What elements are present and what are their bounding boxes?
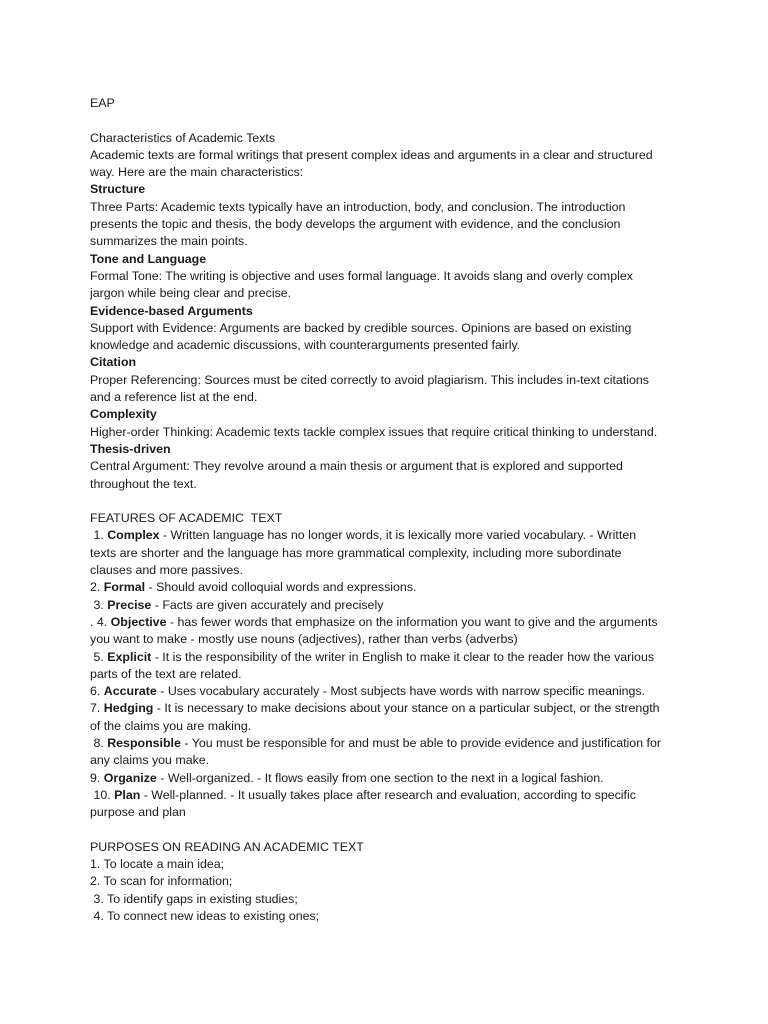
intro-line: way. Here are the main characteristics: [90,165,304,180]
feature-term: Organize [103,770,157,785]
feature-number: . 4. [90,614,111,629]
purposes-section [90,839,690,925]
feature-term: Plan [114,787,141,802]
paragraph-line: Higher-order Thinking: Academic texts tackle complex issues that require critical thinking to understand. [90,424,658,439]
feature-number: 10. [90,787,115,802]
feature-description: - You must be responsible for and must be able to provide evidence and justification for [180,735,661,750]
feature-description: - Well-planned. - It usually takes place after research and evaluation, according to specific [140,787,636,802]
subheading: Citation [90,355,137,370]
feature-description: - has fewer words that emphasize on the information you want to give and the arguments [166,614,658,629]
paragraph-line: Central Argument: They revolve around a main thesis or argument that is explored and supported [90,459,623,474]
feature-item [90,614,690,631]
paragraph-line: summarizes the main points. [90,234,248,249]
features-section [90,510,690,821]
section-title: Characteristics of Academic Texts [90,130,276,145]
feature-item [90,700,690,717]
subheading: Thesis-driven [90,441,171,456]
feature-item [90,683,690,700]
paragraph-line: Proper Referencing: Sources must be cited correctly to avoid plagiarism. This includes in-text citations [90,372,649,387]
purpose-item: 1. To locate a main idea; [90,857,225,872]
paragraph-line: throughout the text. [90,476,197,491]
section-title: PURPOSES ON READING AN ACADEMIC TEXT [90,839,364,854]
feature-description: - It is necessary to make decisions about your stance on a particular subject, or the strength [153,701,660,716]
feature-term: Precise [107,597,152,612]
characteristics-section [90,130,690,493]
feature-item [90,579,690,596]
feature-description-line: any claims you make. [90,753,210,768]
feature-description-line: purpose and plan [90,805,186,820]
feature-description: - Facts are given accurately and precisely [151,597,384,612]
purpose-item: 2. To scan for information; [90,874,233,889]
feature-description-line: of the claims you are making. [90,718,252,733]
feature-number: 8. [90,735,108,750]
feature-item [90,735,690,752]
feature-description: - Uses vocabulary accurately - Most subjects have words with narrow specific meanings. [156,684,646,699]
feature-description: - Should avoid colloquial words and expressions. [145,580,417,595]
feature-term: Accurate [103,684,157,699]
paragraph-line: and a reference list at the end. [90,390,258,405]
feature-item [90,649,690,666]
feature-description: - Well-organized. - It flows easily from one section to the next in a logical fashion. [156,770,604,785]
paragraph-line: knowledge and academic discussions, with counterarguments presented fairly. [90,338,521,353]
feature-item [90,787,690,804]
feature-term: Complex [107,528,160,543]
paragraph-line: Three Parts: Academic texts typically have an introduction, body, and conclusion. The introduction [90,199,626,214]
feature-number: 3. [90,597,108,612]
feature-term: Hedging [103,701,154,716]
subheading: Evidence-based Arguments [90,303,253,318]
feature-number: 2. [90,580,104,595]
subheading: Structure [90,182,146,197]
feature-term: Explicit [107,649,152,664]
feature-description-line: you want to make - mostly use nouns (adjectives), rather than verbs (adverbs) [90,632,518,647]
feature-number: 9. [90,770,104,785]
feature-description-line: clauses and more passives. [90,563,243,578]
document-page [90,95,690,925]
subheading: Tone and Language [90,251,207,266]
paragraph-line: jargon while being clear and precise. [90,286,292,301]
feature-term: Objective [110,614,167,629]
document-title: EAP [90,96,115,110]
feature-number: 7. [90,701,104,716]
feature-term: Formal [103,580,146,595]
feature-number: 5. [90,649,108,664]
paragraph-line: Formal Tone: The writing is objective and uses formal language. It avoids slang and overly complex [90,268,633,283]
feature-item [90,527,690,544]
feature-description-line: texts are shorter and the language has more grammatical complexity, including more subordinate [90,545,622,560]
section-title: FEATURES OF ACADEMIC TEXT [90,511,283,526]
feature-description: - Written language has no longer words, it is lexically more varied vocabulary. - Written [159,528,637,543]
paragraph-line: presents the topic and thesis, the body develops the argument with evidence, and the conclusion [90,217,621,232]
purpose-item: 4. To connect new ideas to existing ones; [90,908,320,923]
feature-description: - It is the responsibility of the writer in English to make it clear to the reader how the various [151,649,655,664]
feature-number: 6. [90,684,104,699]
paragraph-line: Support with Evidence: Arguments are backed by credible sources. Opinions are based on existing [90,320,632,335]
feature-term: Responsible [107,735,181,750]
feature-item [90,770,690,787]
purpose-item: 3. To identify gaps in existing studies; [90,891,298,906]
feature-item [90,597,690,614]
feature-description-line: parts of the text are related. [90,666,242,681]
intro-line: Academic texts are formal writings that present complex ideas and arguments in a clear and structured [90,147,653,162]
feature-number: 1. [90,528,108,543]
subheading: Complexity [90,407,157,422]
